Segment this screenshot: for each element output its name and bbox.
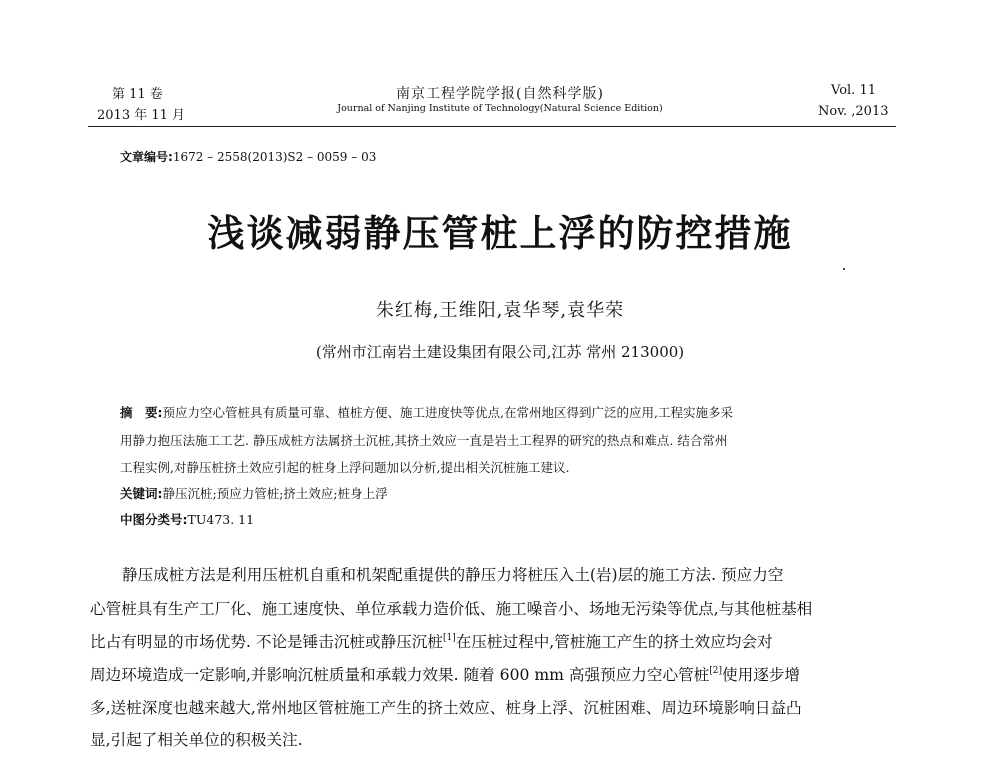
journal-title-cn: 南京工程学院学报(自然科学版) xyxy=(396,86,604,102)
body-line-6: 显,引起了相关单位的积极关注. xyxy=(90,731,303,749)
abstract-line-3: 工程实例,对静压桩挤土效应引起的桩身上浮问题加以分析,提出相关沉桩施工建议. xyxy=(120,460,570,475)
header-rule xyxy=(88,126,896,127)
keywords xyxy=(120,484,388,502)
article-number-label: 文章编号: xyxy=(120,150,173,164)
body-line-2: 心管桩具有生产工厂化、施工速度快、单位承载力造价低、施工噪音小、场地无污染等优点,与其他桩基相 xyxy=(90,600,813,618)
classification xyxy=(120,510,254,528)
abstract-text-1: 预应力空心管桩具有质量可靠、植桩方便、施工进度快等优点,在常州地区得到广泛的应用,工程实施多采 xyxy=(162,405,733,420)
citation-2: [2] xyxy=(709,666,723,676)
date-cn: 2013 年 11 月 xyxy=(97,108,186,123)
abstract-label: 摘 要: xyxy=(120,405,163,420)
volume-label: 第 11 卷 xyxy=(112,87,163,102)
date-en: Nov. ,2013 xyxy=(818,104,889,119)
body-line-4a: 周边环境造成一定影响,并影响沉桩质量和承载力效果. 随着 600 mm 高强预应力空心管桩 xyxy=(90,666,710,684)
volume-en: Vol. 11 xyxy=(831,83,876,98)
stray-dot xyxy=(843,268,845,270)
body-line-3b: 在压桩过程中,管桩施工产生的挤土效应均会对 xyxy=(455,633,773,651)
clc-label: 中图分类号: xyxy=(120,512,188,527)
body-line-4 xyxy=(90,663,800,685)
affiliation: (常州市江南岩土建设集团有限公司,江苏 常州 213000) xyxy=(315,343,685,361)
body-line-4b: 使用逐步增 xyxy=(722,666,801,684)
keywords-label: 关键词: xyxy=(120,486,163,501)
clc-value: TU473. 11 xyxy=(187,512,255,527)
paper-title: 浅谈减弱静压管桩上浮的防控措施 xyxy=(207,212,793,255)
keywords-value: 静压沉桩;预应力管桩;挤土效应;桩身上浮 xyxy=(162,486,388,501)
article-number xyxy=(120,148,376,165)
authors: 朱红梅,王维阳,袁华琴,袁华荣 xyxy=(375,300,625,321)
article-number-value: 1672 – 2558(2013)S2 – 0059 – 03 xyxy=(172,150,377,164)
body-line-1: 静压成桩方法是利用压桩机自重和机架配重提供的静压力将桩压入土(岩)层的施工方法. 预应力空 xyxy=(122,566,784,584)
body-line-3 xyxy=(90,630,773,652)
abstract-line-2: 用静力抱压法施工工艺. 静压成桩方法属挤土沉桩,其挤土效应一直是岩土工程界的研究的热点和难点. 结合常州 xyxy=(120,433,728,448)
citation-1: [1] xyxy=(442,633,456,643)
abstract-line-1 xyxy=(120,403,733,421)
journal-title-en: Journal of Nanjing Institute of Technology(Natural Science Edition) xyxy=(337,103,663,114)
body-line-5: 多,送桩深度也越来越大,常州地区管桩施工产生的挤土效应、桩身上浮、沉桩困难、周边环境影响日益凸 xyxy=(90,699,802,717)
body-line-3a: 比占有明显的市场优势. 不论是锤击沉桩或静压沉桩 xyxy=(90,633,443,651)
